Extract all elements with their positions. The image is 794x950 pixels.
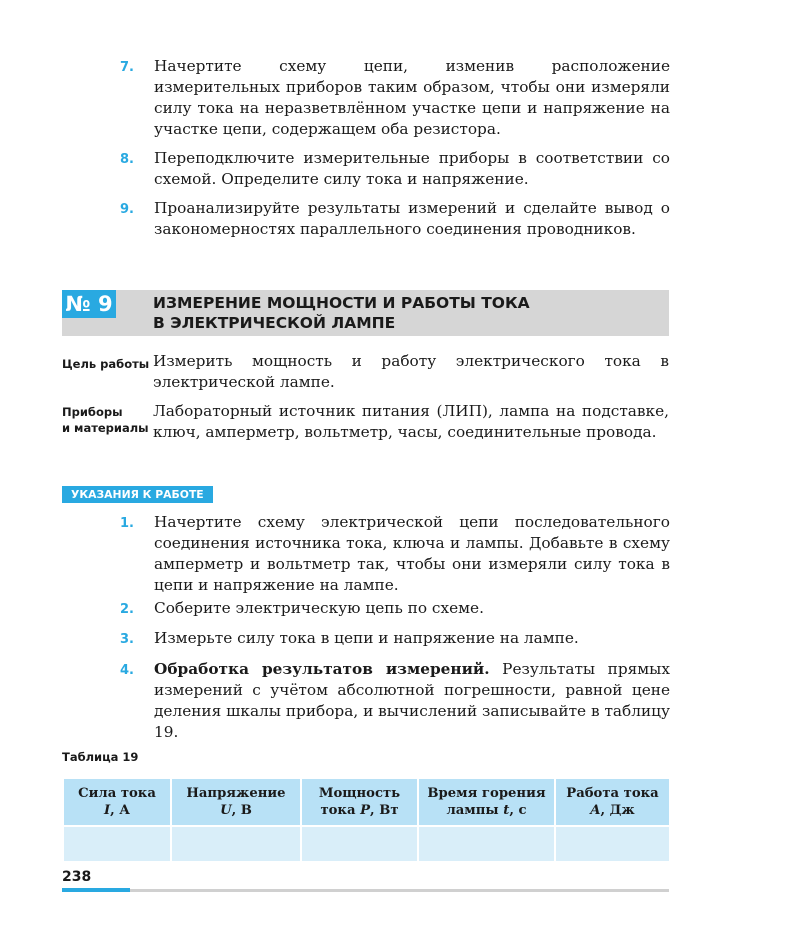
lab-number-badge: № 9 xyxy=(62,290,116,318)
instructions-label: УКАЗАНИЯ К РАБОТЕ xyxy=(62,486,213,503)
results-table xyxy=(62,777,671,863)
table-cell[interactable] xyxy=(301,826,418,862)
list-item-7 xyxy=(120,56,670,140)
step-number: 3. xyxy=(120,632,134,647)
page-number: 238 xyxy=(62,869,92,885)
equipment-text: Лабораторный источник питания (ЛИП), лампа на подставке, ключ, амперметр, вольтметр, часы, соединительные провода. xyxy=(153,402,669,441)
table-cell[interactable] xyxy=(418,826,555,862)
step-rest: Результаты прямых измерений с учётом абсолютной погрешности, равной цене деления шкалы прибора, и вычислений записывайте в таблицу 19. xyxy=(154,660,670,741)
item-text: Проанализируйте результаты измерений и сделайте вывод о закономерностях параллельного соединения проводников. xyxy=(154,199,670,238)
goal-label: Цель работы xyxy=(62,357,150,371)
step-number: 4. xyxy=(120,663,134,678)
footer-accent-bar xyxy=(62,888,130,892)
item-text: Переподключите измерительные приборы в соответствии со схемой. Определите силу тока и напряжение. xyxy=(154,149,670,188)
step-bold-lead: Обработка результатов измерений. xyxy=(154,660,490,678)
step-text: Соберите электрическую цепь по схеме. xyxy=(154,599,484,617)
list-item-8 xyxy=(120,148,670,190)
list-item-9 xyxy=(120,198,670,240)
lab-header xyxy=(62,290,669,336)
item-number: 9. xyxy=(120,202,134,217)
item-number: 8. xyxy=(120,152,134,167)
table-row xyxy=(63,826,670,862)
step-text xyxy=(154,659,670,743)
step-text: Измерьте силу тока в цепи и напряжение на лампе. xyxy=(154,629,579,647)
table-cell[interactable] xyxy=(63,826,171,862)
header-voltage: Напряжение U, В xyxy=(171,778,301,826)
header-time: Время горения лампы t, с xyxy=(418,778,555,826)
step-item-2 xyxy=(120,598,670,620)
footer-rule xyxy=(62,889,669,892)
step-text: Начертите схему электрической цепи последовательного соединения источника тока, ключа и лампы. Добавьте в схему амперметр и вольтметр так, чтобы они измеряли силу тока в цепи и напряжение на лампе. xyxy=(154,513,670,594)
step-number: 2. xyxy=(120,602,134,617)
table-caption: Таблица 19 xyxy=(62,750,139,764)
item-number: 7. xyxy=(120,60,134,75)
item-text: Начертите схему цепи, изменив расположение измерительных приборов таким образом, чтобы они измеряли силу тока на неразветвлённом участке цепи и напряжение на участке цепи, содержащем оба резистора. xyxy=(154,57,670,138)
lab-title: ИЗМЕРЕНИЕ МОЩНОСТИ И РАБОТЫ ТОКА В ЭЛЕКТРИЧЕСКОЙ ЛАМПЕ xyxy=(153,294,530,332)
header-current: Сила тока I, А xyxy=(63,778,171,826)
step-item-4 xyxy=(120,659,670,743)
equipment-label: Приборы и материалы xyxy=(62,405,149,435)
table-cell[interactable] xyxy=(171,826,301,862)
goal-text: Измерить мощность и работу электрического тока в электрической лампе. xyxy=(153,352,669,391)
step-item-3 xyxy=(120,628,670,650)
header-power: Мощность тока P, Вт xyxy=(301,778,418,826)
header-work: Работа тока A, Дж xyxy=(555,778,670,826)
step-item-1 xyxy=(120,512,670,596)
table-header-row xyxy=(63,778,670,826)
step-number: 1. xyxy=(120,516,134,531)
table-cell[interactable] xyxy=(555,826,670,862)
